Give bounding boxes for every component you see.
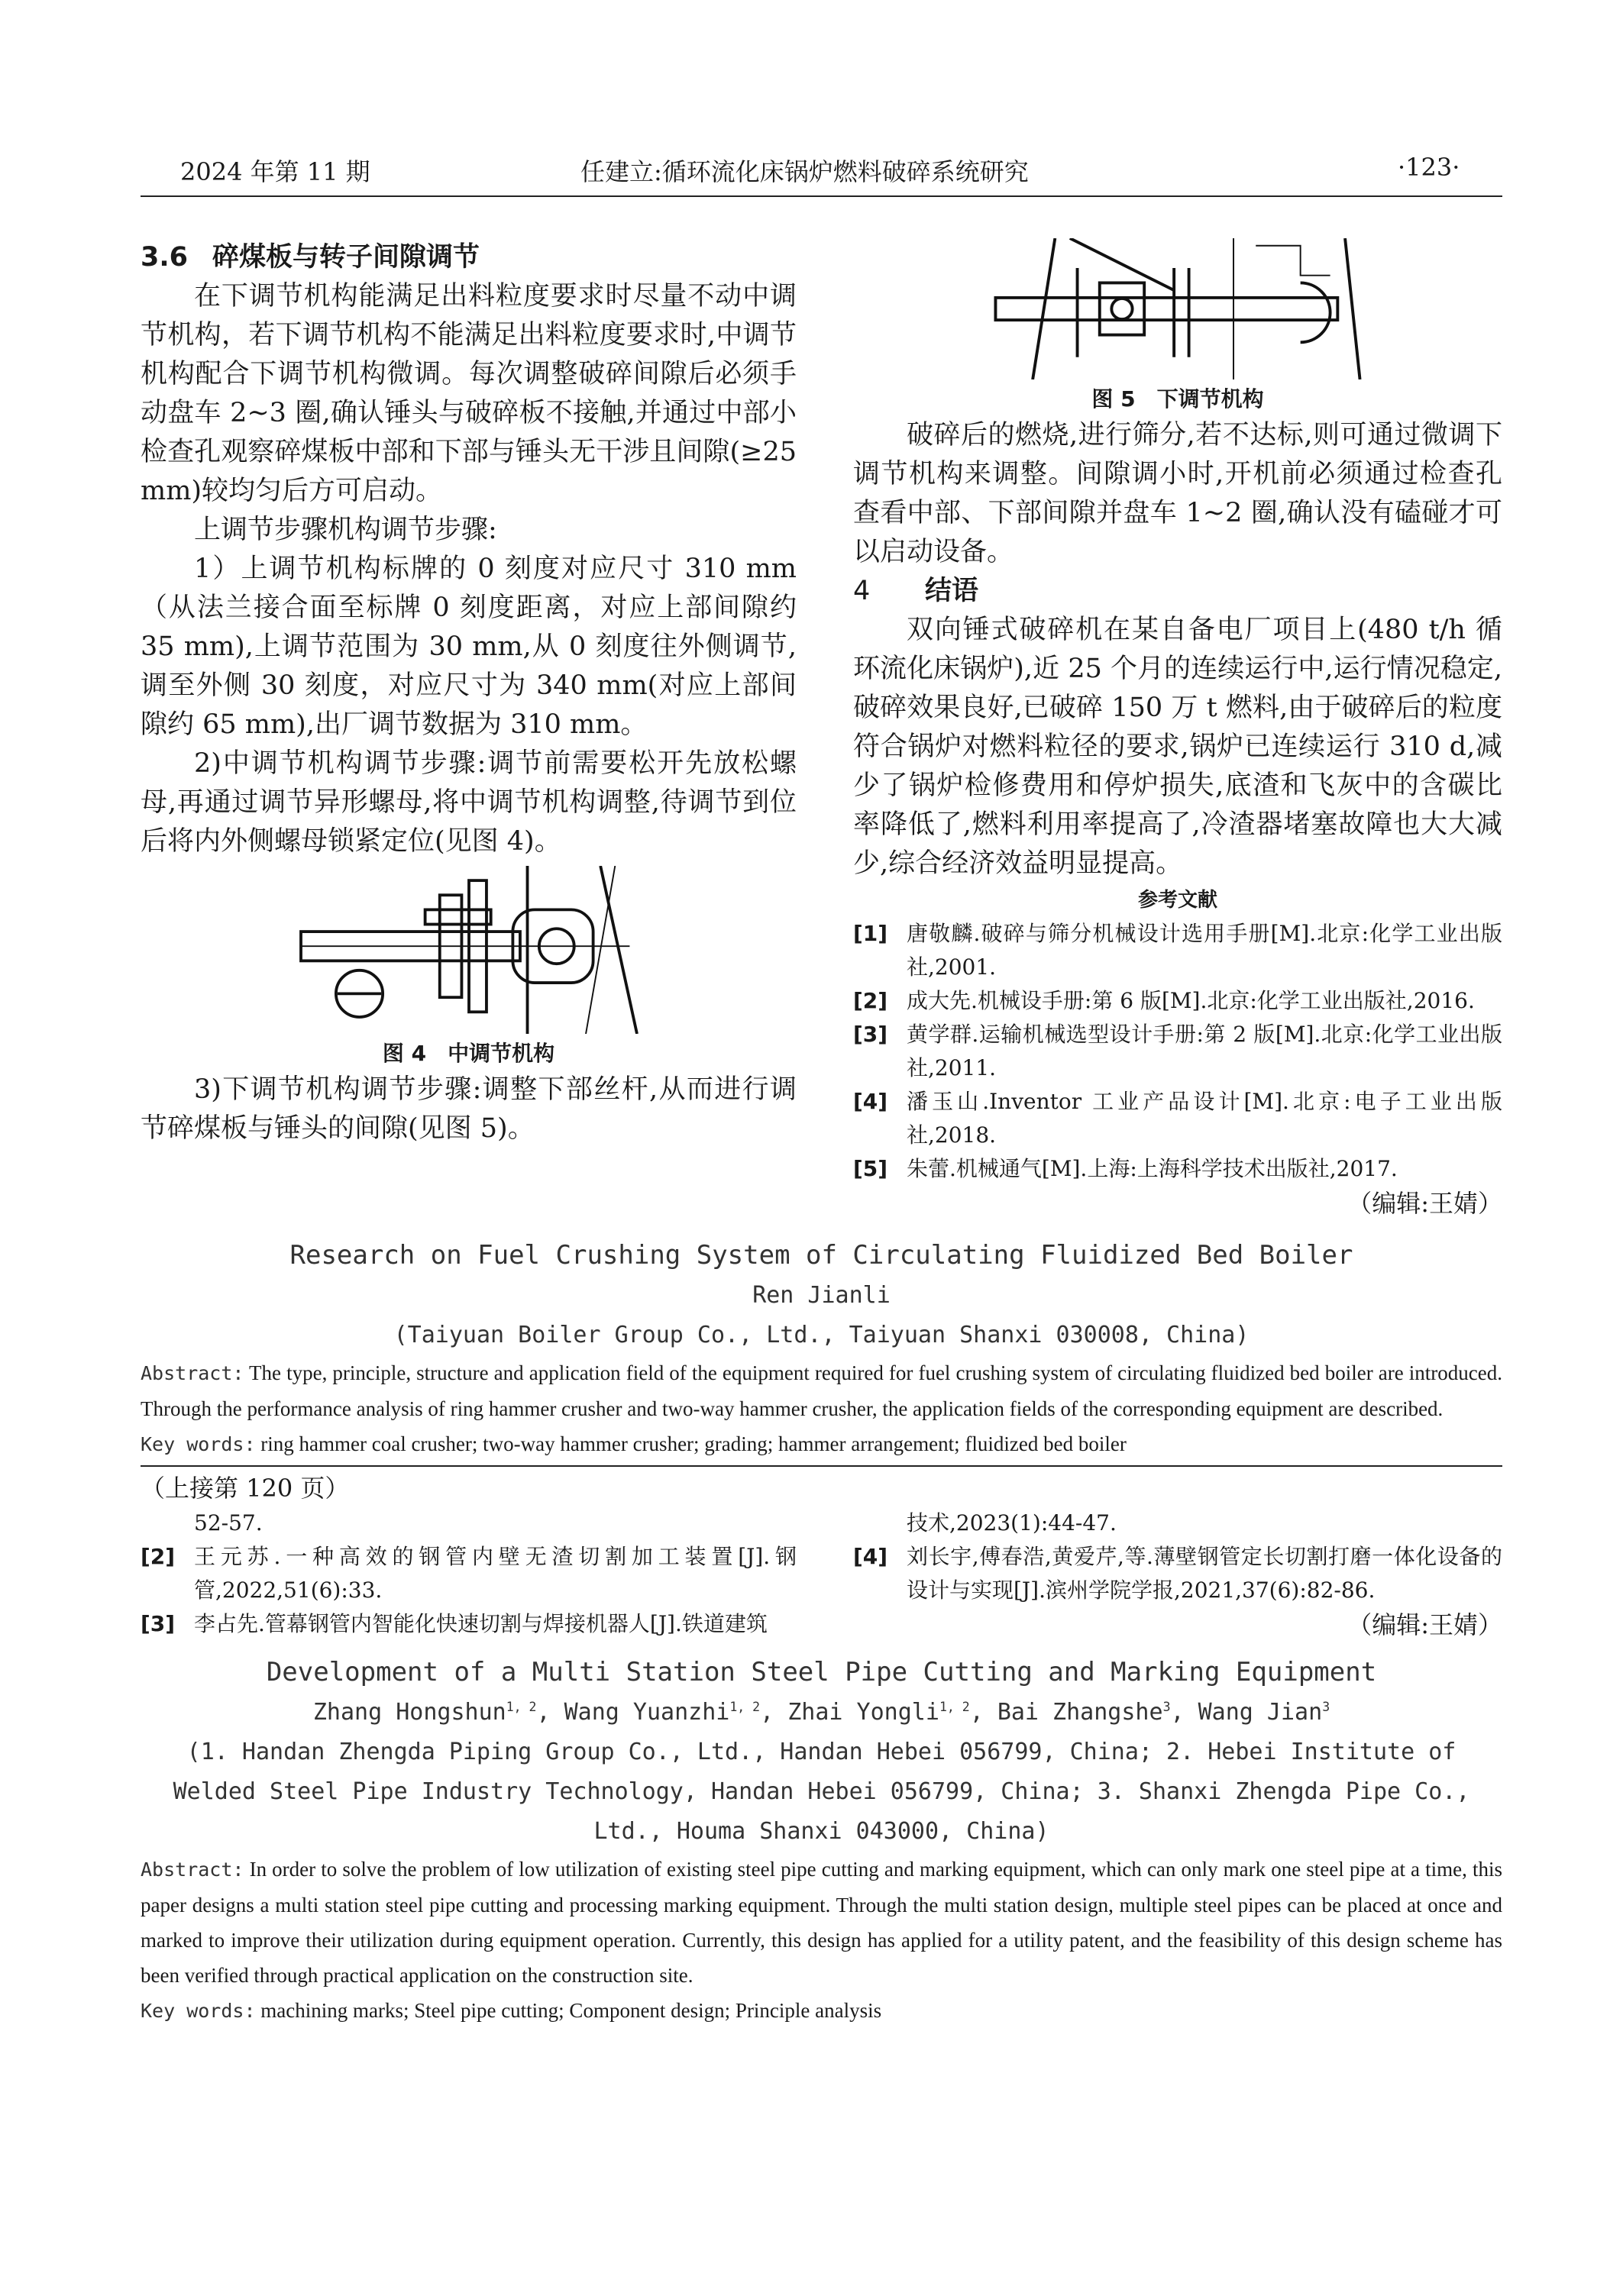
english-abstract: Abstract: In order to solve the problem of low utilization of existing steel pipe cutting and marking equipment, which can only mark one steel pipe at a time, this paper designs a multi station steel pipe cutting and processing marking equipment. Through the multi station design, multiple steel pipes can be placed at once and marked to improve their utilization during equipment operation. Currently, this design has applied for a utility patent, and the feasibility of this design scheme has been verified through practical application on the construction site. xyxy=(141,1858,1502,1987)
editor-note: （编辑:王婧） xyxy=(1347,1610,1502,1639)
reference-item: 技术,2023(1):44-47. xyxy=(907,1510,1117,1536)
paragraph: 破碎后的燃烧,进行筛分,若不达标,则可通过微调下调节机构来调整。间隙调小时,开机前必须通过检查孔查看中部、下部间隙并盘车 1~2 圈,确认没有磕碰才可以启动设备。 xyxy=(853,420,1502,567)
figure-5-caption: 图 5 下调节机构 xyxy=(1091,386,1264,412)
paragraph: 双向锤式破碎机在某自备电厂项目上(480 t/h 循环流化床锅炉),近 25 个月的连续运行中,运行情况稳定,破碎效果良好,已破碎 150 万 t 燃料,由于破碎后的粒度符合锅炉对燃料粒径的要求,锅炉已连续运行 310 d,减少了锅炉检修费用和停炉损失,底渣和飞灰中的含碳比率降低了,燃料利用率提高了,冷渣器堵塞故障也大大减少,综合经济效益明显提高。 xyxy=(853,615,1502,879)
continued-label: （上接第 120 页） xyxy=(141,1474,350,1503)
two-column-section xyxy=(141,238,1502,1221)
figure-5-drawing xyxy=(983,238,1372,379)
issue-label: 2024 年第 11 期 xyxy=(180,157,370,186)
paragraph: 1）上调节机构标牌的 0 刻度对应尺寸 310 mm（从法兰接合面至标牌 0 刻度距离，对应上部间隙约 35 mm),上调节范围为 30 mm,从 0 刻度往外侧调节,调至外侧 30 刻度，对应尺寸为 340 mm(对应上部间隙约 65 mm),出厂调节数据为 310 mm。 xyxy=(141,554,797,740)
figure-4-drawing xyxy=(286,866,652,1034)
reference-item: [4] 潘玉山.Inventor 工业产品设计[M].北京:电子工业出版社,2018. xyxy=(853,1089,1502,1148)
right-column xyxy=(853,238,1502,1221)
reference-list xyxy=(853,917,1502,1186)
english-affiliation: (1. Handan Zhengda Piping Group Co., Ltd., Handan Hebei 056799, China; 2. Hebei Institute of Welded Steel Pipe Industry Technology, Handan Hebei 056799, China; 3. Shanxi Zhengda Pipe Co., Ltd., Houma Shanxi 043000, China) xyxy=(173,1739,1470,1845)
english-affiliation: (Taiyuan Boiler Group Co., Ltd., Taiyuan Shanxi 030008, China) xyxy=(393,1322,1250,1348)
paragraph: 2)中调节机构调节步骤:调节前需要松开先放松螺母,再通过调节异形螺母,将中调节机构调整,待调节到位后将内外侧螺母锁紧定位(见图 4)。 xyxy=(141,748,797,857)
english-title: Research on Fuel Crushing System of Circulating Fluidized Bed Boiler xyxy=(289,1240,1353,1271)
english-title: Development of a Multi Station Steel Pipe Cutting and Marking Equipment xyxy=(266,1657,1377,1687)
english-keywords: Key words: ring hammer coal crusher; two-way hammer crusher; grading; hammer arrangement; fluidized bed boiler xyxy=(141,1432,1127,1455)
english-authors: Zhang Hongshun$^{1, 2}$, Wang Yuanzhi$^{1, 2}$, Zhai Yongli$^{1, 2}$, Bai Zhangshe$^3$, Wang Jian$^3$ xyxy=(312,1699,1330,1726)
page-body xyxy=(141,238,1502,2029)
reference-item: [3] 黄学群.运输机械选型设计手册:第 2 版[M].北京:化学工业出版社,2011. xyxy=(853,1022,1502,1080)
references-title: 参考文献 xyxy=(1137,889,1217,912)
running-title: 任建立:循环流化床锅炉燃料破碎系统研究 xyxy=(580,157,1029,186)
editor-note: （编辑:王婧） xyxy=(1347,1189,1502,1218)
reference-item: [3] 李占先.管幕钢管内智能化快速切割与焊接机器人[J].铁道建筑 xyxy=(141,1611,768,1636)
article-divider xyxy=(141,1465,1502,1467)
page-number: ·123· xyxy=(1398,153,1460,182)
reference-item: [5] 朱蕾.机械通气[M].上海:上海科学技术出版社,2017. xyxy=(853,1156,1398,1181)
figure-4-caption: 图 4 中调节机构 xyxy=(382,1041,555,1066)
reference-item: 52-57. xyxy=(194,1510,263,1536)
reference-item: [4] 刘长宇,傅春浩,黄爱芹,等.薄壁钢管定长切割打磨一体化设备的设计与实现[J].滨州学院学报,2021,37(6):82-86. xyxy=(853,1544,1502,1603)
reference-item: [2] 成大先.机械设手册:第 6 版[M].北京:化学工业出版社,2016. xyxy=(853,988,1475,1013)
english-abstract: Abstract: The type, principle, structure and application field of the equipment required for fuel crushing system of circulating fluidized bed boiler are introduced. Through the performance analysis of ring hammer crusher and two-way hammer crusher, the application fields of the corresponding equipment are described. xyxy=(141,1361,1503,1420)
paragraph: 上调节步骤机构调节步骤: xyxy=(194,515,497,545)
reference-item: [1] 唐敬麟.破碎与筛分机械设计选用手册[M].北京:化学工业出版社,2001. xyxy=(853,921,1502,980)
english-author: Ren Jianli xyxy=(752,1282,891,1309)
paragraph: 在下调节机构能满足出料粒度要求时尽量不动中调节机构，若下调节机构不能满足出料粒度要求时,中调节机构配合下调节机构微调。每次调整破碎间隙后必须手动盘车 2~3 圈,确认锤头与破碎板不接触,并通过中部小检查孔观察碎煤板中部和下部与锤头无干涉且间隙(≥25 mm)较均匀后方可启动。 xyxy=(141,281,797,506)
english-keywords: Key words: machining marks; Steel pipe cutting; Component design; Principle analysis xyxy=(141,1999,882,2022)
left-column xyxy=(141,238,797,1148)
continued-refs-right xyxy=(853,1506,1502,1642)
continued-refs-left xyxy=(141,1506,797,1641)
continued-refs xyxy=(141,1506,1502,1642)
header-rule xyxy=(141,195,1502,197)
section-heading: 4 结语 xyxy=(853,576,979,606)
section-heading: 3.6 碎煤板与转子间隙调节 xyxy=(141,242,480,273)
paragraph: 3)下调节机构调节步骤:调整下部丝杆,从而进行调节碎煤板与锤头的间隙(见图 5)。 xyxy=(141,1074,797,1144)
reference-item: [2] 王元苏.一种高效的钢管内壁无渣切割加工装置[J].钢管,2022,51(6):33. xyxy=(141,1544,797,1603)
